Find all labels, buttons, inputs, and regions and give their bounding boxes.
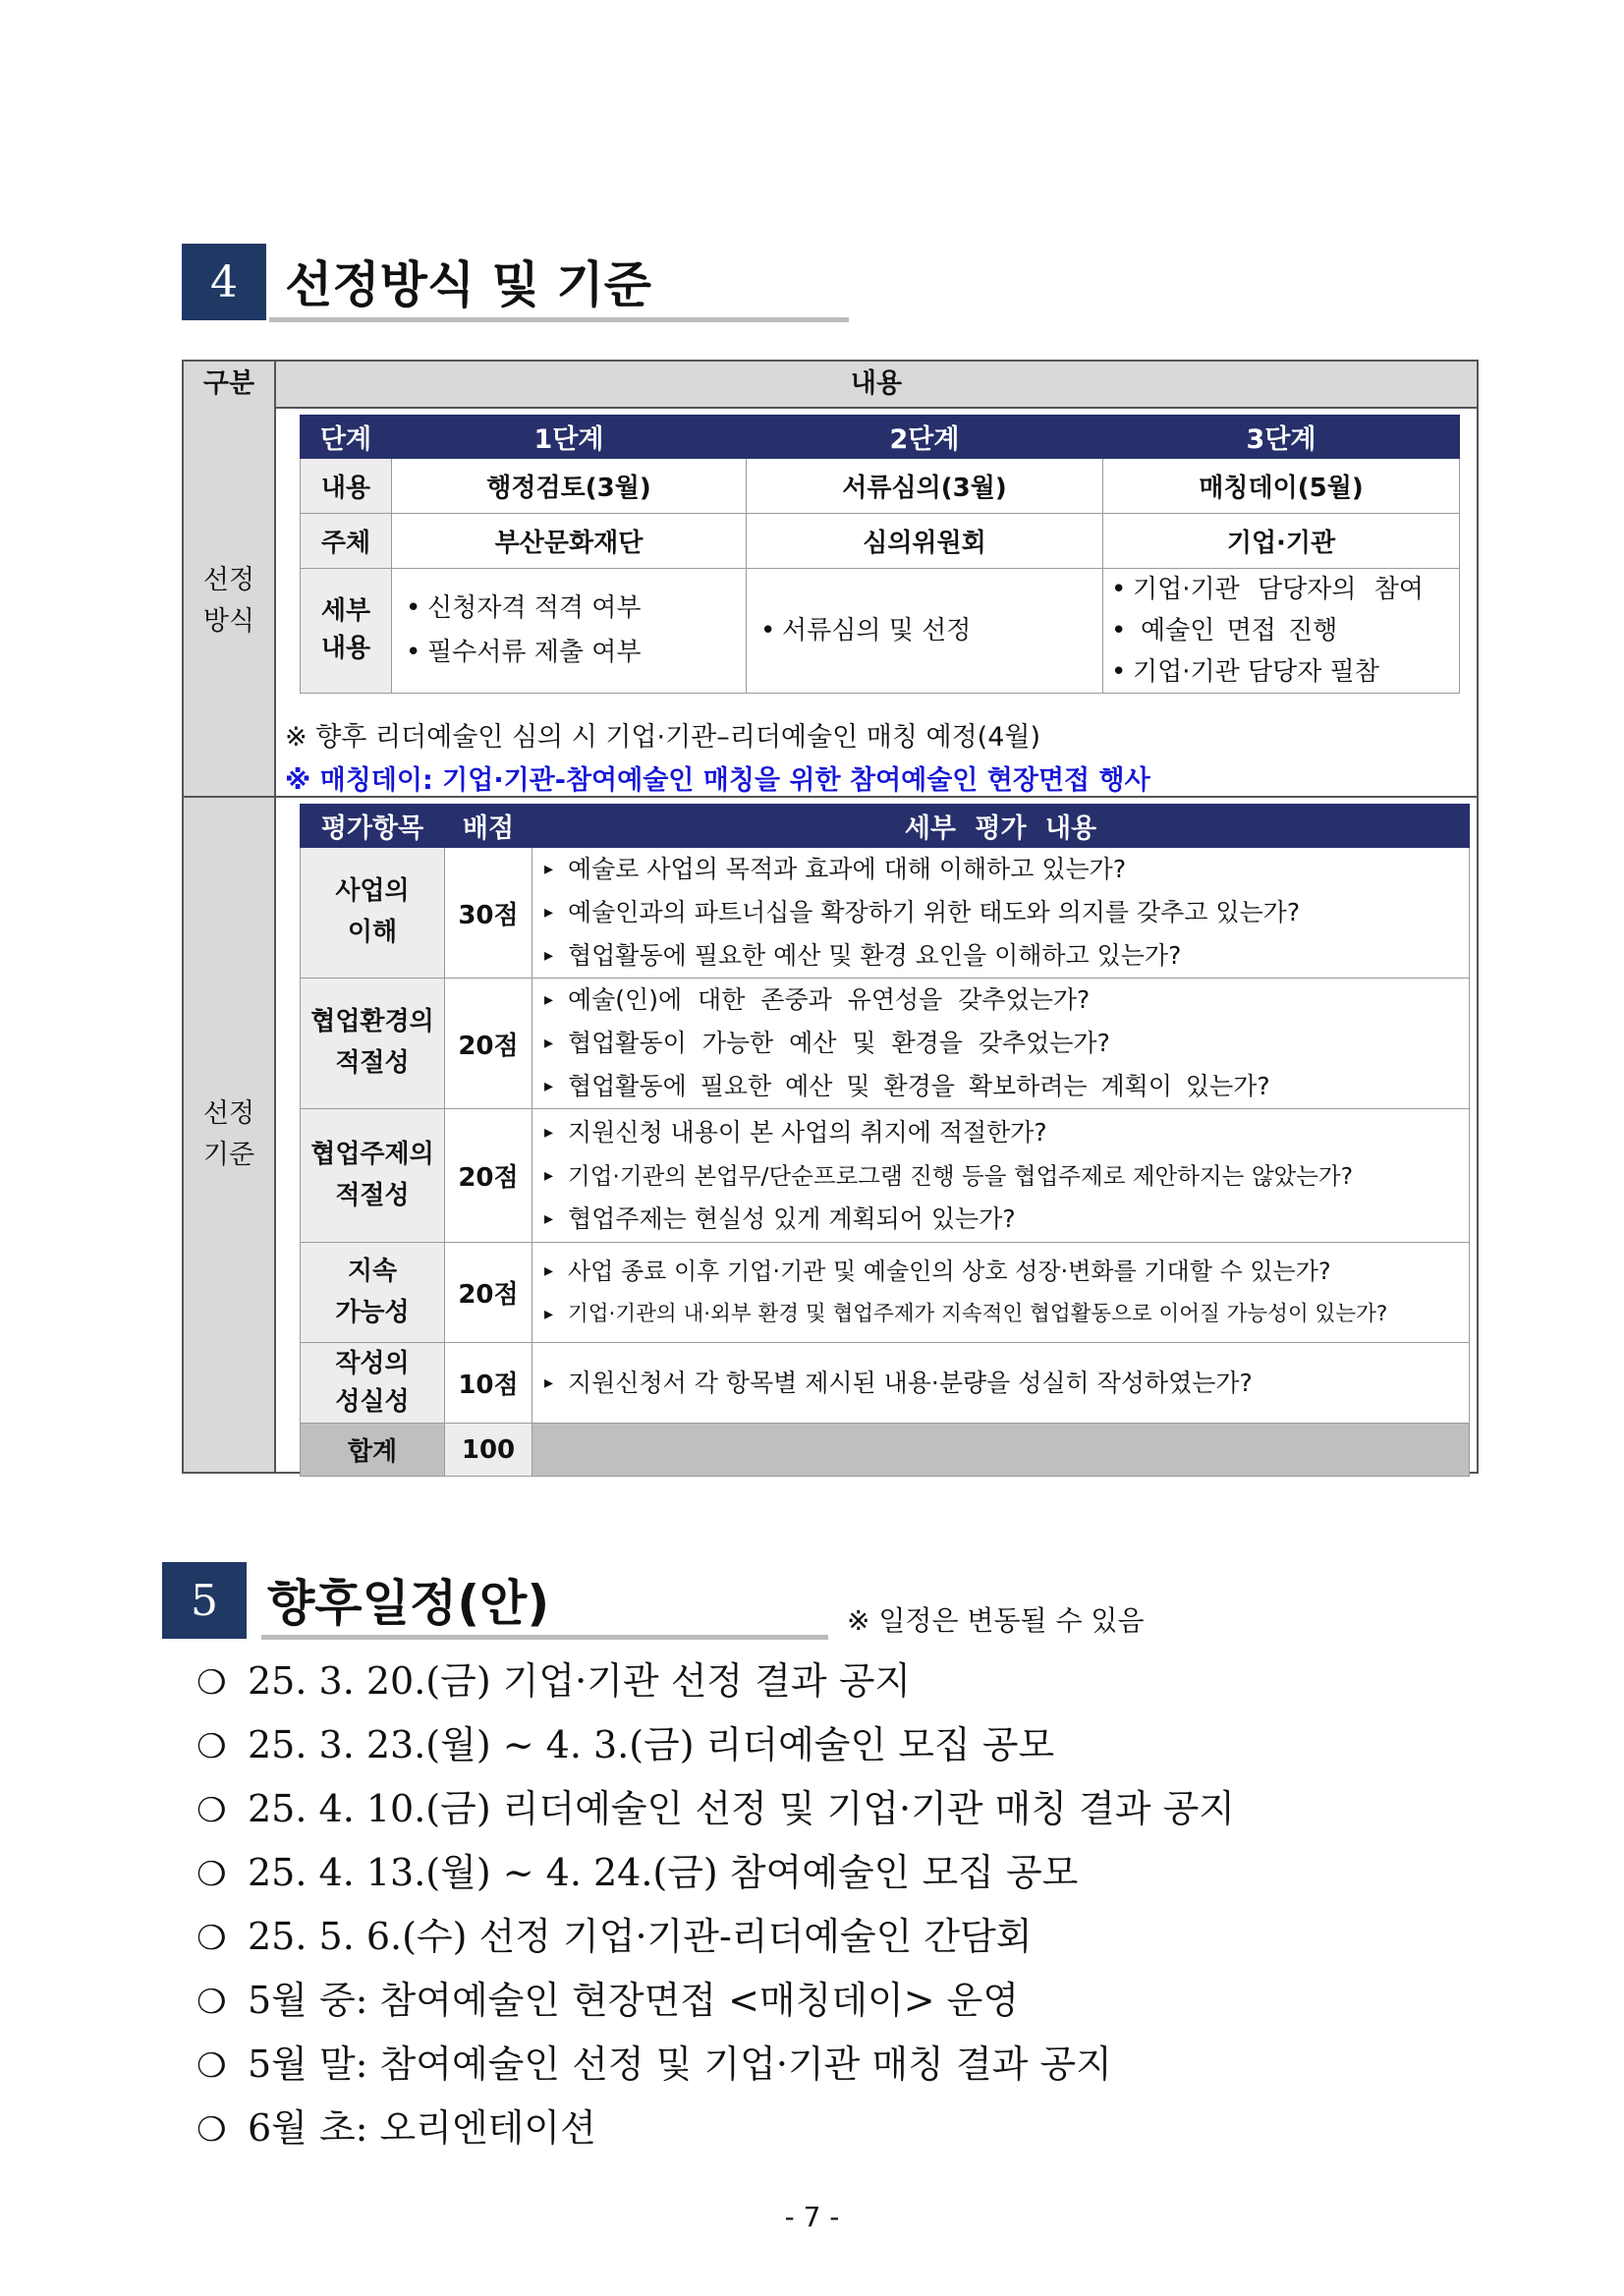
col-item-header: 평가항목 bbox=[301, 805, 445, 848]
list-item: ❍ 25. 3. 20.(금) 기업·기관 선정 결과 공지 bbox=[196, 1651, 1235, 1714]
section-title: 선정방식 및 기준 bbox=[285, 256, 651, 313]
criteria-item-score: 20점 bbox=[445, 1243, 532, 1343]
stage3-subject: 기업·기관 bbox=[1103, 514, 1460, 569]
criteria-item-name: 협업주제의 적절성 bbox=[301, 1109, 445, 1243]
criteria-item-details bbox=[532, 979, 1470, 1109]
criteria-item-details bbox=[532, 1109, 1470, 1243]
list-item: ▸ 지원신청서 각 항목별 제시된 내용·분량을 성실히 작성하였는가? bbox=[544, 1362, 1469, 1405]
stage2-subject: 심의위원회 bbox=[747, 514, 1103, 569]
page-number: - 7 - bbox=[784, 2201, 840, 2233]
criteria-item-details bbox=[532, 1343, 1470, 1424]
header-category: 구분 bbox=[202, 368, 255, 400]
row-label-subject: 주체 bbox=[301, 514, 392, 569]
section-underline bbox=[261, 1635, 828, 1640]
criteria-item-score: 10점 bbox=[445, 1343, 532, 1424]
list-item: • 기업·기관 담당자의 참여 bbox=[1111, 569, 1459, 610]
section-number: 4 bbox=[182, 244, 266, 320]
list-item: • 예술인 면접 진행 bbox=[1111, 610, 1459, 651]
list-item: ❍ 25. 3. 23.(월) ~ 4. 3.(금) 리더예술인 모집 공모 bbox=[196, 1714, 1235, 1778]
criteria-item-name: 사업의 이해 bbox=[301, 848, 445, 979]
section-underline bbox=[269, 317, 849, 322]
list-item: ❍ 5월 중: 참여예술인 현장면접 <매칭데이> 운영 bbox=[196, 1970, 1235, 2034]
criteria-item-score: 30점 bbox=[445, 848, 532, 979]
col-stage2-header: 2단계 bbox=[747, 416, 1103, 459]
row-label-content: 내용 bbox=[301, 459, 392, 514]
circle-bullet-icon: ❍ bbox=[196, 1919, 227, 1958]
list-item: ❍ 25. 4. 10.(금) 리더예술인 선정 및 기업·기관 매칭 결과 공지 bbox=[196, 1778, 1235, 1842]
list-item: ▸ 지원신청 내용이 본 사업의 취지에 적절한가? bbox=[544, 1111, 1469, 1154]
list-item: • 기업·기관 담당자 필참 bbox=[1111, 651, 1459, 693]
col-stage3-header: 3단계 bbox=[1103, 416, 1460, 459]
list-item: ▸ 기업·기관의 내·외부 환경 및 협업주제가 지속적인 협업활동으로 이어질 가능성이 있는가? bbox=[544, 1293, 1469, 1336]
header-content: 내용 bbox=[850, 368, 903, 400]
criteria-item-details bbox=[532, 848, 1470, 979]
row-label-detail: 세부 내용 bbox=[301, 569, 392, 694]
stage1-subject: 부산문화재단 bbox=[392, 514, 747, 569]
stage3-content: 매칭데이(5월) bbox=[1103, 459, 1460, 514]
stage2-content: 서류심의(3월) bbox=[747, 459, 1103, 514]
circle-bullet-icon: ❍ bbox=[196, 1727, 227, 1766]
col-stage1-header: 1단계 bbox=[392, 416, 747, 459]
list-item: ❍ 25. 5. 6.(수) 선정 기업·기관-리더예술인 간담회 bbox=[196, 1906, 1235, 1970]
circle-bullet-icon: ❍ bbox=[196, 2110, 227, 2150]
section-number: 5 bbox=[162, 1562, 247, 1639]
list-item: ▸ 예술인과의 파트너십을 확장하기 위한 태도와 의지를 갖추고 있는가? bbox=[544, 891, 1469, 934]
list-item: ▸ 기업·기관의 본업무/단순프로그램 진행 등을 협업주제로 제안하지는 않았는가? bbox=[544, 1154, 1469, 1198]
stage3-detail bbox=[1103, 569, 1460, 694]
list-item: ❍ 6월 초: 오리엔테이션 bbox=[196, 2098, 1235, 2161]
total-label: 합계 bbox=[301, 1424, 445, 1477]
list-item: ▸ 협업활동이 가능한 예산 및 환경을 갖추었는가? bbox=[544, 1022, 1469, 1065]
category-method: 선정 방식 bbox=[202, 565, 255, 637]
criteria-item-score: 20점 bbox=[445, 979, 532, 1109]
list-item: ▸ 예술로 사업의 목적과 효과에 대해 이해하고 있는가? bbox=[544, 848, 1469, 891]
section-title: 향후일정(안) bbox=[267, 1575, 550, 1632]
col-detail-header: 세부 평가 내용 bbox=[532, 805, 1470, 848]
total-score: 100 bbox=[445, 1424, 532, 1477]
list-item: ▸ 협업활동에 필요한 예산 및 환경 요인을 이해하고 있는가? bbox=[544, 934, 1469, 978]
criteria-item-score: 20점 bbox=[445, 1109, 532, 1243]
circle-bullet-icon: ❍ bbox=[196, 1791, 227, 1830]
category-criteria: 선정 기준 bbox=[202, 1098, 255, 1170]
circle-bullet-icon: ❍ bbox=[196, 1983, 227, 2022]
stage1-detail bbox=[392, 569, 747, 694]
stage1-content: 행정검토(3월) bbox=[392, 459, 747, 514]
list-item: ▸ 협업활동에 필요한 예산 및 환경을 확보하려는 계획이 있는가? bbox=[544, 1065, 1469, 1108]
circle-bullet-icon: ❍ bbox=[196, 2046, 227, 2086]
criteria-item-name: 작성의 성실성 bbox=[301, 1343, 445, 1424]
list-item: ❍ 5월 말: 참여예술인 선정 및 기업·기관 매칭 결과 공지 bbox=[196, 2034, 1235, 2098]
method-table bbox=[300, 415, 1460, 694]
circle-bullet-icon: ❍ bbox=[196, 1663, 227, 1703]
col-stage-header: 단계 bbox=[301, 416, 392, 459]
schedule-list bbox=[196, 1651, 1235, 2161]
note-leader-matching: ※ 향후 리더예술인 심의 시 기업·기관–리더예술인 매칭 예정(4월) bbox=[285, 722, 1040, 753]
criteria-table bbox=[300, 804, 1470, 1477]
list-item: ▸ 예술(인)에 대한 존중과 유연성을 갖추었는가? bbox=[544, 979, 1469, 1022]
list-item: • 서류심의 및 선정 bbox=[760, 609, 1102, 653]
col-score-header: 배점 bbox=[445, 805, 532, 848]
total-empty bbox=[532, 1424, 1470, 1477]
list-item: ▸ 협업주제는 현실성 있게 계획되어 있는가? bbox=[544, 1198, 1469, 1241]
stage2-detail bbox=[747, 569, 1103, 694]
circle-bullet-icon: ❍ bbox=[196, 1855, 227, 1894]
list-item: • 신청자격 적격 여부 bbox=[406, 587, 746, 631]
list-item: ▸ 사업 종료 이후 기업·기관 및 예술인의 상호 성장·변화를 기대할 수 있는가? bbox=[544, 1250, 1469, 1293]
schedule-note: ※ 일정은 변동될 수 있음 bbox=[847, 1604, 1145, 1637]
criteria-item-name: 지속 가능성 bbox=[301, 1243, 445, 1343]
list-item: ❍ 25. 4. 13.(월) ~ 4. 24.(금) 참여예술인 모집 공모 bbox=[196, 1842, 1235, 1906]
list-item: • 필수서류 제출 여부 bbox=[406, 631, 746, 675]
criteria-item-details bbox=[532, 1243, 1470, 1343]
criteria-item-name: 협업환경의 적절성 bbox=[301, 979, 445, 1109]
note-matching-day: ※ 매칭데이: 기업·기관-참여예술인 매칭을 위한 참여예술인 현장면접 행사 bbox=[285, 765, 1150, 796]
